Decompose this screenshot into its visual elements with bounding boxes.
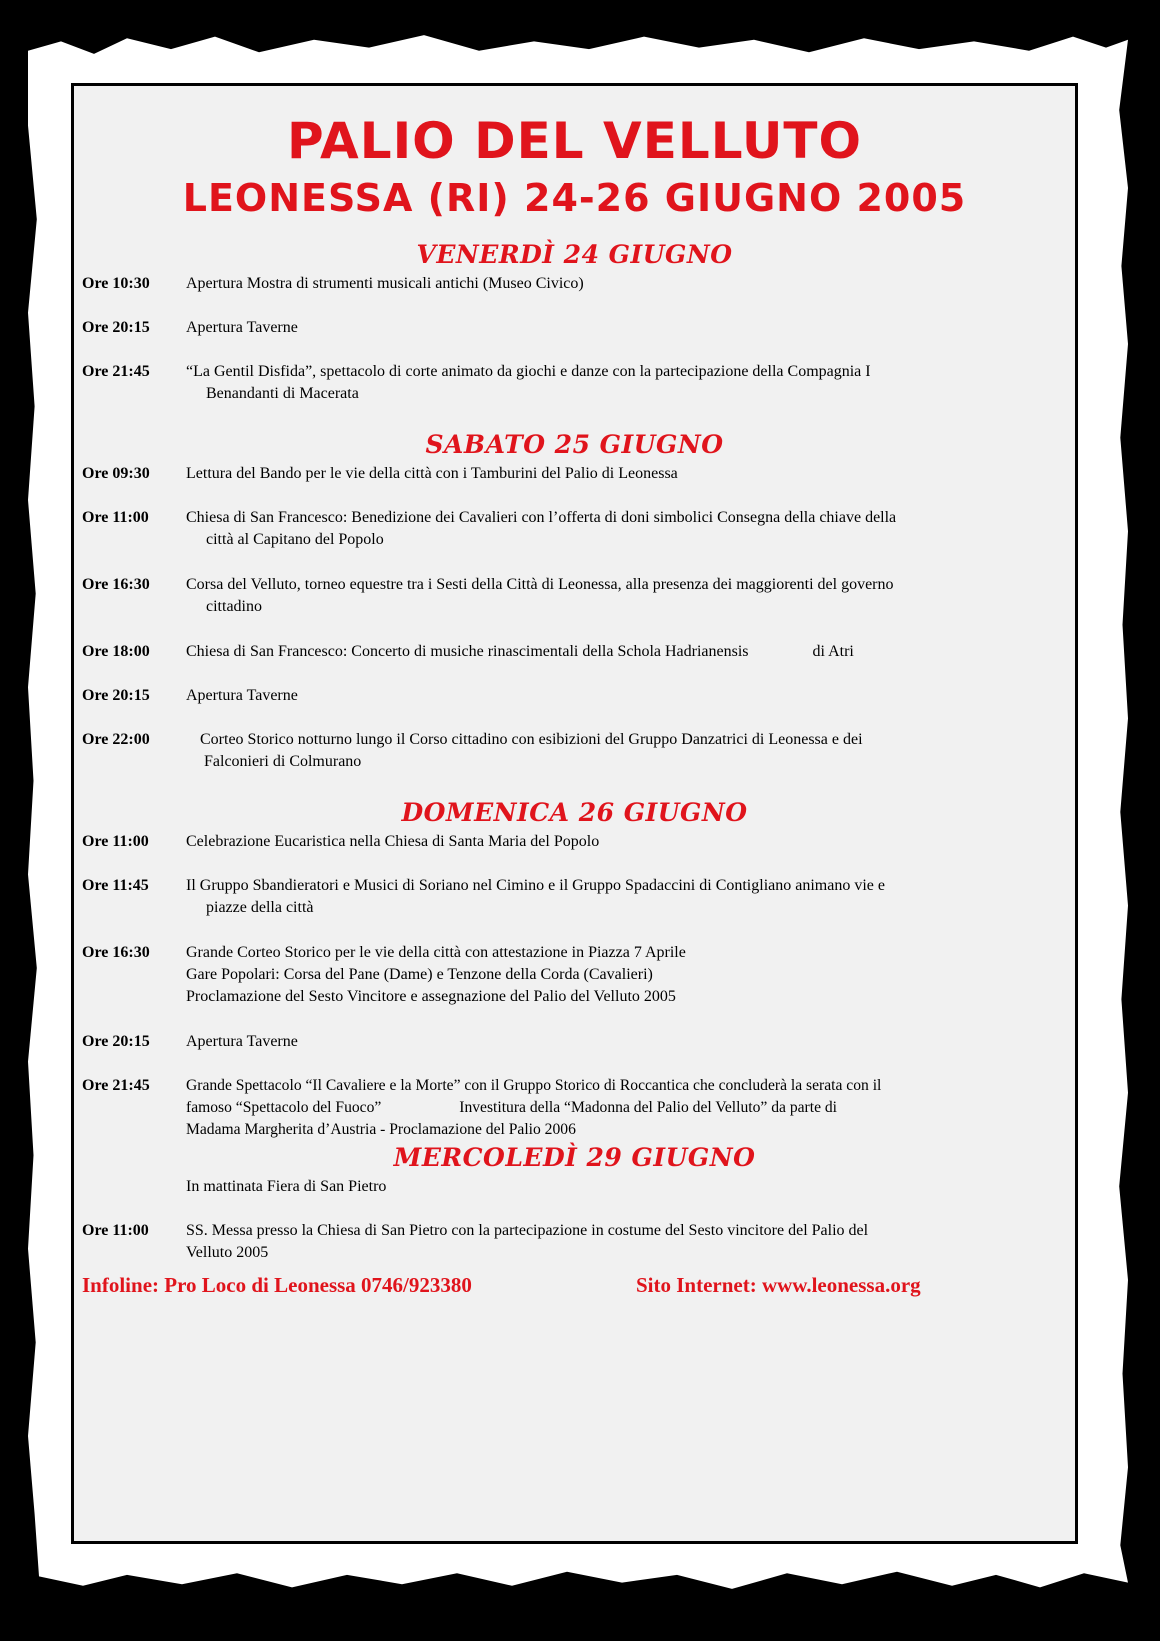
event-time: Ore 22:00 <box>82 731 150 748</box>
day-heading-domenica: DOMENICA 26 GIUGNO <box>401 798 748 827</box>
event-description: Apertura Taverne <box>186 1033 298 1050</box>
day-heading-venerdi: VENERDÌ 24 GIUGNO <box>416 240 733 269</box>
infoline-text: Infoline: Pro Loco di Leonessa 0746/923380 <box>82 1273 472 1297</box>
event-description: “La Gentil Disfida”, spettacolo di corte animato da giochi e danze con la partecipazione della Compagnia I Benandanti di Macerata <box>186 363 871 402</box>
event-description: Chiesa di San Francesco: Benedizione dei Cavalieri con l’offerta di doni simbolici Consegna della chiave della città al Capitano del Popolo <box>186 509 897 548</box>
event-description: In mattinata Fiera di San Pietro <box>186 1178 387 1195</box>
event-time: Ore 11:00 <box>82 509 149 526</box>
event-time: Ore 21:45 <box>82 363 150 380</box>
event-time: Ore 11:45 <box>82 877 149 894</box>
event-time: Ore 18:00 <box>82 643 150 660</box>
event-description: Apertura Taverne <box>186 687 298 704</box>
event-description: Chiesa di San Francesco: Concerto di musiche rinascimentali della Schola Hadrianensis di Atri <box>186 643 854 660</box>
day-heading-sabato: SABATO 25 GIUGNO <box>425 430 724 459</box>
event-description: Corsa del Velluto, torneo equestre tra i Sesti della Città di Leonessa, alla presenza dei maggiorenti del governo cittadino <box>186 576 894 615</box>
event-time: Ore 11:00 <box>82 833 149 850</box>
event-time: Ore 10:30 <box>82 275 150 292</box>
event-description: Grande Corteo Storico per le vie della città con attestazione in Piazza 7 Aprile Gare Popolari: Corsa del Pane (Dame) e Tenzone della Corda (Cavalieri) Proclamazione del Sesto Vincitore e assegnazione del Palio del Velluto 2005 <box>186 944 686 1005</box>
page-title: PALIO DEL VELLUTO <box>286 112 863 170</box>
event-description: SS. Messa presso la Chiesa di San Pietro con la partecipazione in costume del Sesto vincitore del Palio del Velluto 2005 <box>186 1222 869 1261</box>
event-description: Lettura del Bando per le vie della città con i Tamburini del Palio di Leonessa <box>186 465 678 482</box>
event-time: Ore 20:15 <box>82 319 150 336</box>
event-description: Grande Spettacolo “Il Cavaliere e la Morte” con il Gruppo Storico di Roccantica che concluderà la serata con il famoso “Spettacolo del Fuoco” Investitura della “Madonna del Palio del Velluto” da parte di Madama Margherita d’Austria - Proclamazione del Palio 2006 <box>186 1077 882 1138</box>
website-link[interactable]: Sito Internet: www.leonessa.org <box>636 1273 921 1297</box>
event-time: Ore 20:15 <box>82 687 150 704</box>
event-time: Ore 11:00 <box>82 1222 149 1239</box>
event-description: Il Gruppo Sbandieratori e Musici di Soriano nel Cimino e il Gruppo Spadaccini di Contigliano animano vie e piazze della città <box>186 877 885 916</box>
day-heading-mercoledi: MERCOLEDÌ 29 GIUGNO <box>393 1143 756 1172</box>
event-description: Apertura Taverne <box>186 319 298 336</box>
page-subtitle: LEONESSA (RI) 24-26 GIUGNO 2005 <box>182 176 967 220</box>
event-description: Apertura Mostra di strumenti musicali antichi (Museo Civico) <box>186 275 584 292</box>
event-time: Ore 09:30 <box>82 465 150 482</box>
event-time: Ore 21:45 <box>82 1077 150 1094</box>
event-time: Ore 16:30 <box>82 944 150 961</box>
event-description: Corteo Storico notturno lungo il Corso cittadino con esibizioni del Gruppo Danzatrici di Leonessa e dei Falconieri di Colmurano <box>200 731 863 770</box>
event-time: Ore 20:15 <box>82 1033 150 1050</box>
event-time: Ore 16:30 <box>82 576 150 593</box>
program-frame <box>71 83 1078 1544</box>
event-description: Celebrazione Eucaristica nella Chiesa di Santa Maria del Popolo <box>186 833 600 850</box>
